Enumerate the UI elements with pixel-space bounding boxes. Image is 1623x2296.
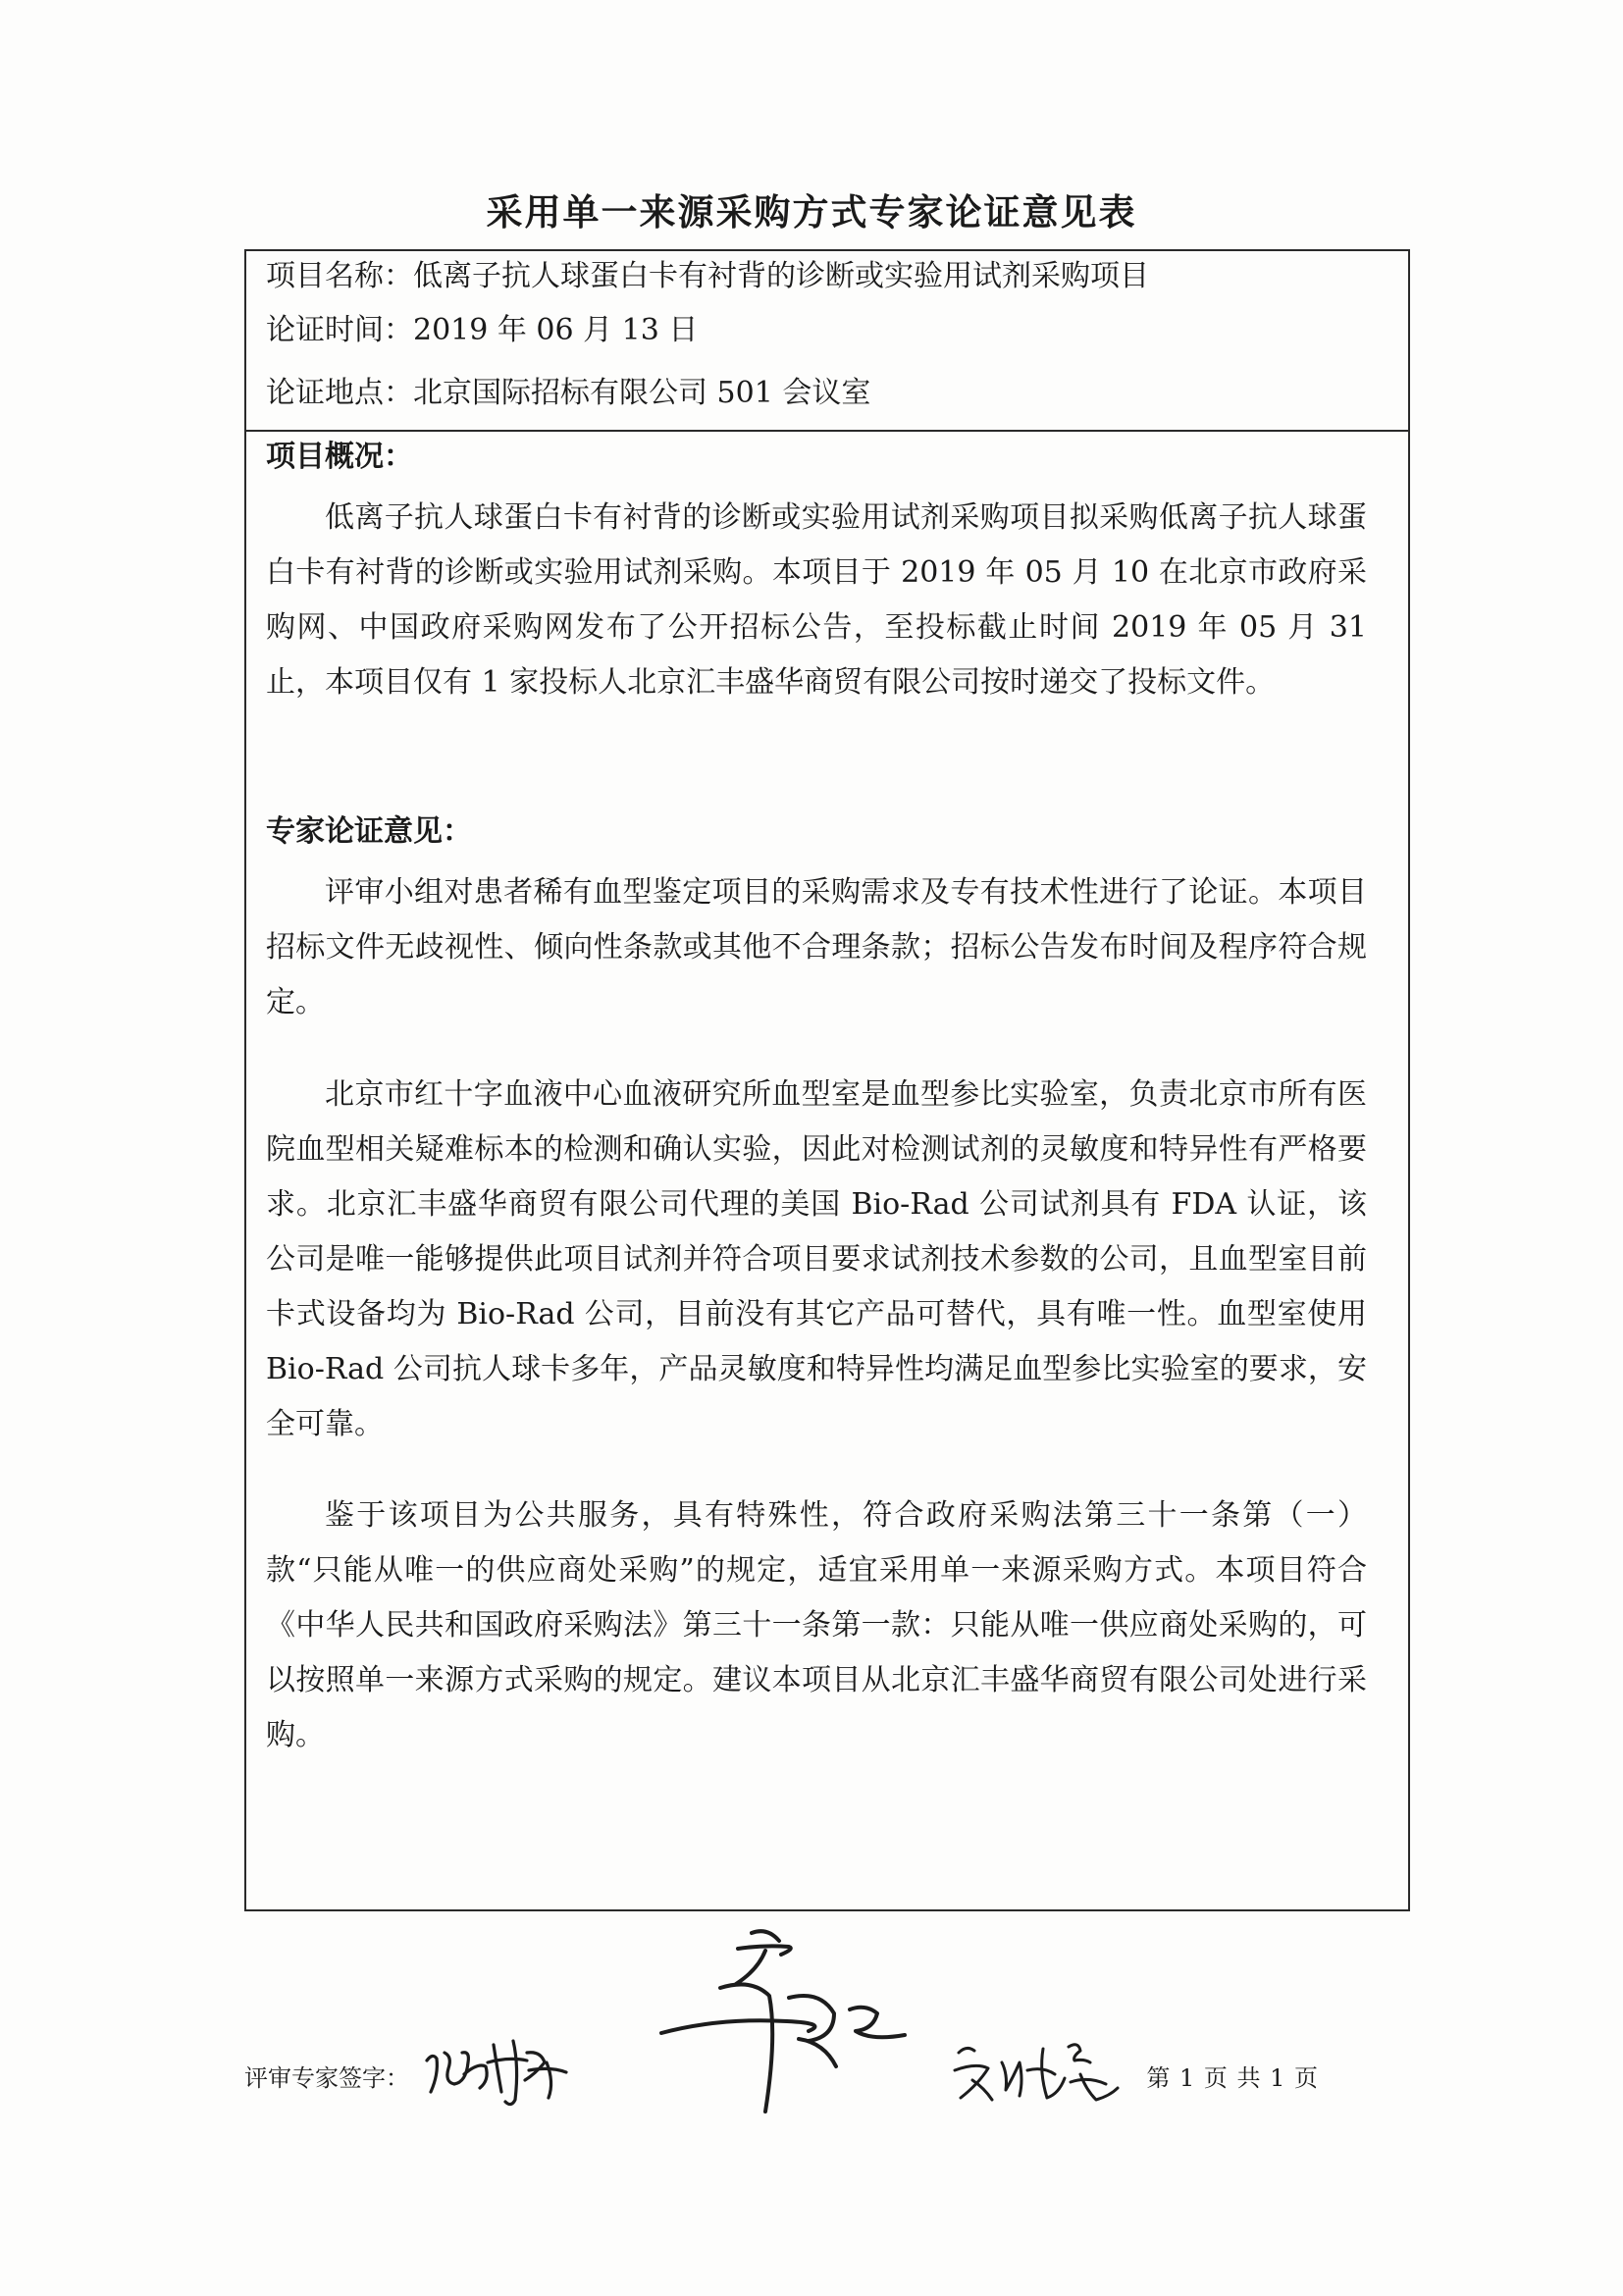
- document-title: 采用单一来源采购方式专家论证意见表: [486, 190, 1137, 234]
- signature-3-image: [949, 2019, 1126, 2117]
- opinion-paragraph-1: 评审小组对患者稀有血型鉴定项目的采购需求及专有技术性进行了论证。本项目招标文件无歧视性、倾向性条款或其他不合理条款；招标公告发布时间及程序符合规定。: [266, 875, 1367, 1019]
- opinion-paragraph-3: 鉴于该项目为公共服务，具有特殊性，符合政府采购法第三十一条第（一）款“只能从唯一的供应商处采购”的规定，适宜采用单一来源采购方式。本项目符合《中华人民共和国政府采购法》第三十一条第一款：只能从唯一供应商处采购的，可以按照单一来源方式采购的规定。建议本项目从北京汇丰盛华商贸有限公司处进行采购。: [266, 1498, 1367, 1752]
- location-row: [266, 377, 870, 410]
- project-name-row: [266, 260, 1149, 293]
- signature-2-image: [642, 1919, 936, 2125]
- overview-heading: 项目概况：: [266, 440, 413, 474]
- form-table: [244, 249, 1410, 1911]
- project-info-section: [246, 251, 1408, 432]
- signature-row: [244, 2043, 1410, 2161]
- signature-label: 评审专家签字：: [244, 2064, 409, 2092]
- time-value: 2019 年 06 月 13 日: [413, 313, 699, 347]
- project-name-label: 项目名称：: [266, 259, 413, 293]
- overview-paragraph: 低离子抗人球蛋白卡有衬背的诊断或实验用试剂采购项目拟采购低离子抗人球蛋白卡有衬背的诊断或实验用试剂采购。本项目于 2019 年 05 月 10 在北京市政府采购网、中国政府采购网发布了公开招标公告，至投标截止时间 2019 年 05 月 31 止，本项目仅有 1 家投标人北京汇丰盛华商贸有限公司按时递交了投标文件。: [266, 500, 1367, 700]
- signature-1-image: [419, 2023, 605, 2112]
- project-name-value: 低离子抗人球蛋白卡有衬背的诊断或实验用试剂采购项目: [413, 259, 1149, 293]
- time-label: 论证时间：: [266, 313, 413, 347]
- location-label: 论证地点：: [266, 376, 413, 410]
- opinion-paragraph-2: 北京市红十字血液中心血液研究所血型室是血型参比实验室，负责北京市所有医院血型相关疑难标本的检测和确认实验，因此对检测试剂的灵敏度和特异性有严格要求。北京汇丰盛华商贸有限公司代理的美国 Bio-Rad 公司试剂具有 FDA 认证，该公司是唯一能够提供此项目试剂并符合项目要求试剂技术参数的公司，且血型室目前卡式设备均为 Bio-Rad 公司，目前没有其它产品可替代，具有唯一性。血型室使用 Bio-Rad 公司抗人球卡多年，产品灵敏度和特异性均满足血型参比实验室的要求，安全可靠。: [266, 1077, 1367, 1441]
- location-value: 北京国际招标有限公司 501 会议室: [413, 376, 871, 410]
- page-number: 第 1 页 共 1 页: [1146, 2064, 1319, 2092]
- time-row: [266, 314, 698, 347]
- opinion-heading: 专家论证意见：: [266, 814, 472, 849]
